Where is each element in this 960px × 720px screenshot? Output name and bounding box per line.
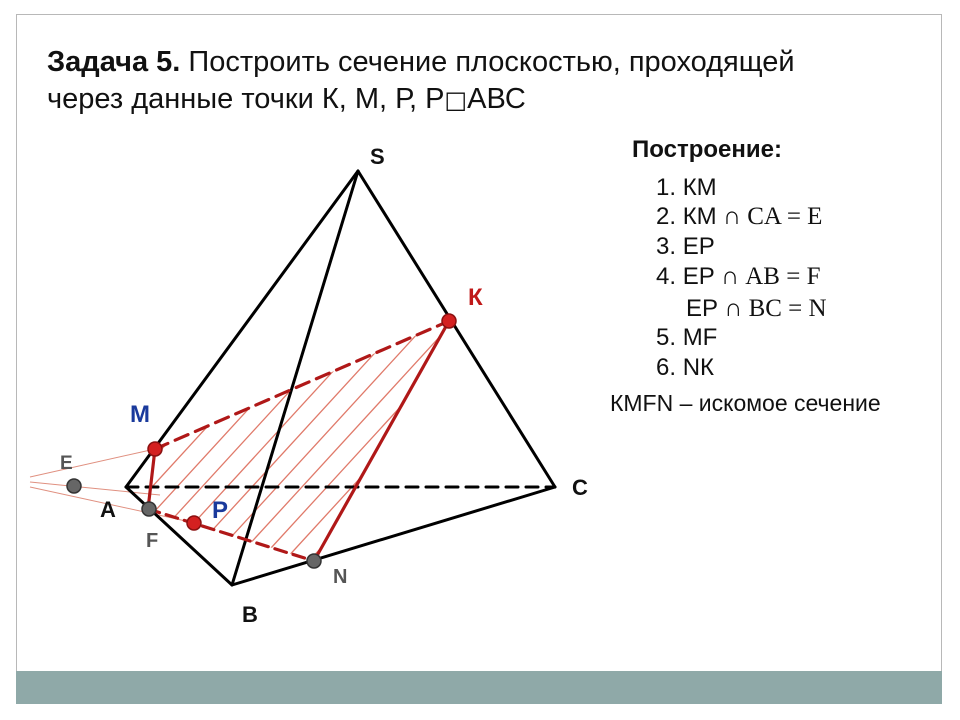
- step-text: ЕР: [686, 295, 719, 322]
- title-line2-end: АВС: [467, 83, 526, 115]
- label-e: E: [60, 453, 73, 474]
- step-text: МF: [682, 324, 718, 351]
- step-number: 6.: [656, 354, 677, 381]
- label-a: A: [100, 497, 116, 522]
- point-m: [148, 442, 162, 456]
- result-text: КМFN – искомое сечение: [610, 390, 881, 416]
- step-text: NК: [682, 354, 714, 381]
- step-text: ЕР: [682, 233, 715, 260]
- step-math: ∩ AB = F: [714, 263, 821, 290]
- step-text: КМ: [682, 203, 717, 230]
- point-n: [307, 554, 321, 568]
- label-m: М: [130, 401, 150, 428]
- step-text: КМ: [682, 174, 717, 201]
- point-k: [442, 314, 456, 328]
- step-math: ∩ BC = N: [718, 295, 827, 322]
- label-p: Р: [212, 497, 229, 524]
- label-b: B: [242, 602, 258, 627]
- step-number: 5.: [656, 324, 677, 351]
- step-number: 1.: [656, 174, 677, 201]
- construction-heading: Построение:: [632, 136, 782, 163]
- step-text: ЕР: [682, 263, 715, 290]
- point-p: [187, 516, 201, 530]
- section-hatching: [60, 320, 530, 560]
- point-e: [67, 479, 81, 493]
- step-number: 3.: [656, 233, 677, 260]
- step-number: 4.: [656, 263, 677, 290]
- step-number: 2.: [656, 203, 677, 230]
- title-line2: через данные точки К, М, Р, Р: [47, 83, 445, 115]
- step-math: ∩ CA = E: [716, 203, 823, 230]
- point-f: [142, 502, 156, 516]
- title-line1: Построить сечение плоскостью, проходящей: [180, 46, 795, 78]
- label-f: F: [146, 530, 159, 552]
- label-k: К: [468, 284, 483, 311]
- label-n: N: [333, 566, 348, 588]
- label-s: S: [370, 144, 385, 169]
- label-c: C: [572, 475, 588, 500]
- task-number: Задача 5.: [47, 46, 181, 78]
- missing-glyph: □: [444, 86, 468, 114]
